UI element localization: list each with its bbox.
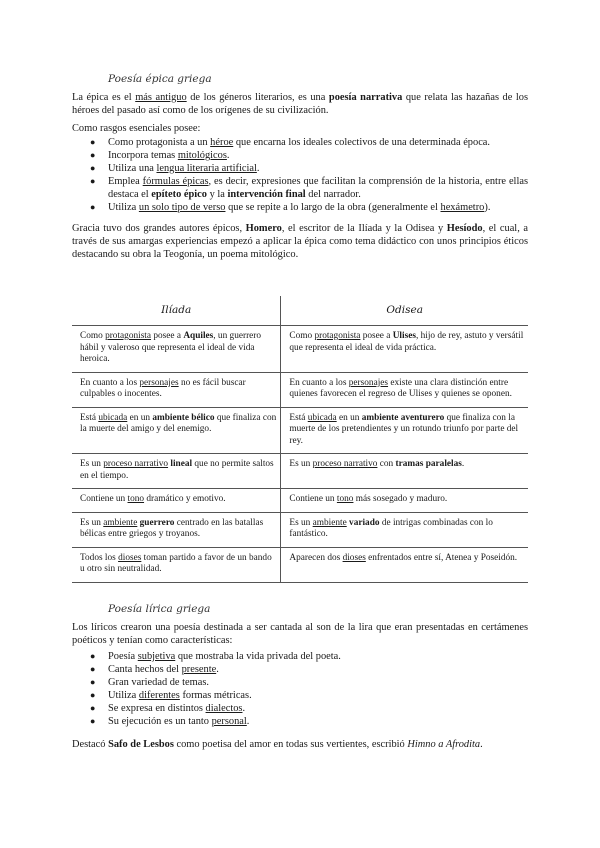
bold-term: Aquiles [183,331,214,341]
text-run: . [480,739,483,750]
text-run: Es un [80,517,104,528]
underlined-term: tono [127,494,145,504]
text-run: de los géneros literarios, es una [186,92,329,103]
bold-term: lineal [170,459,193,469]
underlined-term: personal [211,716,247,727]
bullet-item [90,702,528,715]
bullet-icon: ● [90,690,96,700]
text-run: no es fácil buscar culpables o inocentes. [80,377,246,399]
bullet-icon: ● [90,150,96,160]
text-run: Es un [289,517,313,528]
bullet-icon: ● [90,202,96,212]
lyric-intro-paragraph [72,621,528,647]
text-run: . [216,664,219,675]
text-run: que finaliza con la muerte del amigo y del enemigo. [80,412,277,434]
text-run: Como protagonista a un [108,137,211,148]
text-run: que finaliza con la muerte de los pretendientes y un rotundo triunfo por parte del rey. [289,412,519,446]
underlined-term: mitológicos [177,150,227,161]
text-run: y la [206,189,228,200]
bullet-item [90,676,528,689]
bold-term: poesía narrativa [328,92,403,103]
text-run: Destacó [72,739,109,750]
text-run: Utiliza una [108,163,157,174]
text-run: . [242,703,246,714]
text-run: toman partido a favor de un bando u otro sin neutralidad. [80,552,272,574]
text-run: del narrador. [305,189,361,200]
epic-authors-paragraph [72,222,528,261]
text-run: En cuanto a los [80,377,140,388]
lyric-closing-paragraph [72,738,528,751]
text-run: Incorpora temas [108,150,178,161]
bullet-icon: ● [90,137,96,147]
bullet-item [90,162,528,175]
underlined-term: héroe [210,137,234,148]
text-run: , es decir, expresiones que facilitan la comprensión de la historia, entre ellas destaca el [108,176,528,200]
table-row [72,512,528,547]
text-run: que no permite saltos en el tiempo. [80,459,274,481]
text-run: Gracia tuvo dos grandes autores épicos, [72,223,246,234]
text-run: Como [80,331,106,341]
text-run: Todos los [80,552,119,563]
epic-traits-intro: Como rasgos esenciales posee: [72,123,201,134]
text-run: de intrigas combinadas con lo fantástico. [289,517,493,539]
bullet-icon: ● [90,677,96,687]
bullet-icon: ● [90,651,96,661]
bold-term: Ulises [392,331,416,341]
bullet-item [90,175,528,201]
text-run: en un [336,412,362,423]
bold-term: ambiente aventurero [361,412,445,423]
text-run: Emplea [108,176,143,187]
text-run: Es un [80,459,104,469]
text-run: Como [289,331,315,341]
text-run: en un [127,412,153,423]
odyssey-cell [281,407,528,454]
text-run: existe una clara distinción entre quienes favorecen el regreso de Ulises y quienes se oponen. [289,377,512,399]
text-run: con [377,459,396,469]
bold-term: tramas paralelas [395,459,462,469]
text-run: . [226,150,230,161]
underlined-term: fórmulas épicas [142,176,209,187]
text-run: Contiene un [289,494,337,504]
text-run: ). [484,202,491,213]
text-run: formas métricas. [179,690,252,701]
underlined-term: personajes [139,377,179,388]
bold-term: Safo de Lesbos [108,739,174,750]
text-run: centrado en las batallas bélicas entre griegos y troyanos. [80,517,264,539]
bullet-item [90,663,528,676]
iliad-cell [72,372,281,407]
bullet-icon: ● [90,163,96,173]
text-run: como poetisa del amor en todas sus vertientes, escribió [173,739,408,750]
underlined-term: dioses [118,552,142,563]
odyssey-cell [281,372,528,407]
underlined-term: lengua literaria artificial [156,163,257,174]
underlined-term: ubicada [307,412,337,423]
column-header-odyssey: Odisea [281,296,528,326]
text-run: , el escritor de la Ilíada y la Odisea y [281,223,447,234]
underlined-term: protagonista [314,331,361,341]
epic-heading: Poesía épica griega [108,73,212,85]
text-run: , hijo de rey, astuto y versátil que representa el ideal de vida práctica. [289,331,524,353]
bullet-item [90,650,528,663]
bold-term: Hesíodo [446,223,483,234]
text-run: , un guerrero hábil y valeroso que representa el ideal de vida heroica. [80,331,262,364]
bullet-item [90,136,528,149]
bullet-icon: ● [90,664,96,674]
italic-title: Himno a Afrodita [407,739,481,750]
text-run: . [256,163,260,174]
text-run: Utiliza [108,690,139,701]
bullet-item [90,715,528,728]
bold-term: epíteto épico [151,189,207,200]
table-row [72,489,528,513]
bullet-item [90,689,528,702]
bold-term: Homero [245,223,282,234]
iliad-odyssey-comparison-table [72,296,528,583]
text-run: Es un [289,459,313,469]
underlined-term: más antiguo [135,92,187,103]
underlined-term: presente [181,664,217,675]
underlined-term: proceso narrativo [103,459,169,469]
text-run: que mostraba la vida privada del poeta. [175,651,341,662]
table-row [72,372,528,407]
text-run: Está [289,412,308,423]
table-row [72,407,528,454]
bold-term: intervención final [227,189,306,200]
bold-term: variado [349,517,380,528]
iliad-cell [72,489,281,513]
table-row [72,454,528,489]
text-run: dramático y emotivo. [144,494,226,504]
text-run: más sosegado y maduro. [353,494,448,504]
bullet-icon: ● [90,716,96,726]
bullet-icon: ● [90,176,96,186]
underlined-term: ambiente [312,517,347,528]
bullet-icon: ● [90,703,96,713]
text-run: enfrentados entre sí, Atenea y Poseidón. [365,552,518,563]
text-run: , el cual, a través de sus amargas experiencias empezó a aplicar la épica como tema didáctico con unos principios éticos destacando su obra la Teogonía, un poema mitológico. [72,223,529,260]
column-header-iliad: Ilíada [72,296,281,326]
text-run: que encarna los ideales colectivos de una determinada época. [233,137,491,148]
underlined-term: tono [336,494,354,504]
text-run: . [246,716,250,727]
underlined-term: ubicada [98,412,128,423]
iliad-cell [72,454,281,489]
underlined-term: protagonista [105,331,152,341]
text-run: En cuanto a los [289,377,349,388]
odyssey-cell [281,489,528,513]
bullet-item [90,201,528,214]
text-run: Gran variedad de temas. [108,677,209,688]
text-run: Se expresa en distintos [108,703,206,714]
underlined-term: proceso narrativo [312,459,378,469]
text-run: posee a [360,331,393,341]
underlined-term: personajes [348,377,389,388]
comparison-rows [72,326,528,583]
odyssey-cell [281,512,528,547]
underlined-term: hexámetro [440,202,485,213]
underlined-term: dialectos [205,703,243,714]
text-run: Canta hechos del [108,664,182,675]
epic-traits-list [90,136,528,214]
underlined-term: subjetiva [137,651,176,662]
odyssey-cell [281,326,528,373]
text-run: que relata las hazañas de los héroes del pasado así como de los orígenes de su civilización. [72,92,529,116]
iliad-cell [72,512,281,547]
epic-intro-paragraph [72,91,528,117]
text-run: Está [80,412,99,423]
odyssey-cell [281,547,528,582]
lyric-heading: Poesía lírica griega [108,603,211,615]
underlined-term: un solo tipo de verso [138,202,226,213]
underlined-term: ambiente [103,517,138,528]
text-run: La épica es el [72,92,136,103]
underlined-term: dioses [342,552,366,563]
bold-term: guerrero [139,517,175,528]
text-run: Su ejecución es un tanto [108,716,212,727]
lyric-traits-list [90,650,528,728]
odyssey-cell [281,454,528,489]
table-row [72,547,528,582]
bullet-item [90,149,528,162]
text-run: . [461,459,465,469]
text-run: Los líricos crearon una poesía destinada a ser cantada al son de la lira que eran presentadas en certámenes poéticos y tenían como características: [72,622,528,646]
text-run: que se repite a lo largo de la obra (generalmente el [225,202,441,213]
iliad-cell [72,407,281,454]
bold-term: ambiente bélico [152,412,215,423]
text-run: Contiene un [80,494,128,504]
iliad-cell [72,547,281,582]
table-row [72,326,528,373]
text-run: Poesía [108,651,138,662]
text-run: Utiliza [108,202,139,213]
underlined-term: diferentes [138,690,180,701]
iliad-cell [72,326,281,373]
text-run: Aparecen dos [289,552,343,563]
text-run: posee a [151,331,184,341]
